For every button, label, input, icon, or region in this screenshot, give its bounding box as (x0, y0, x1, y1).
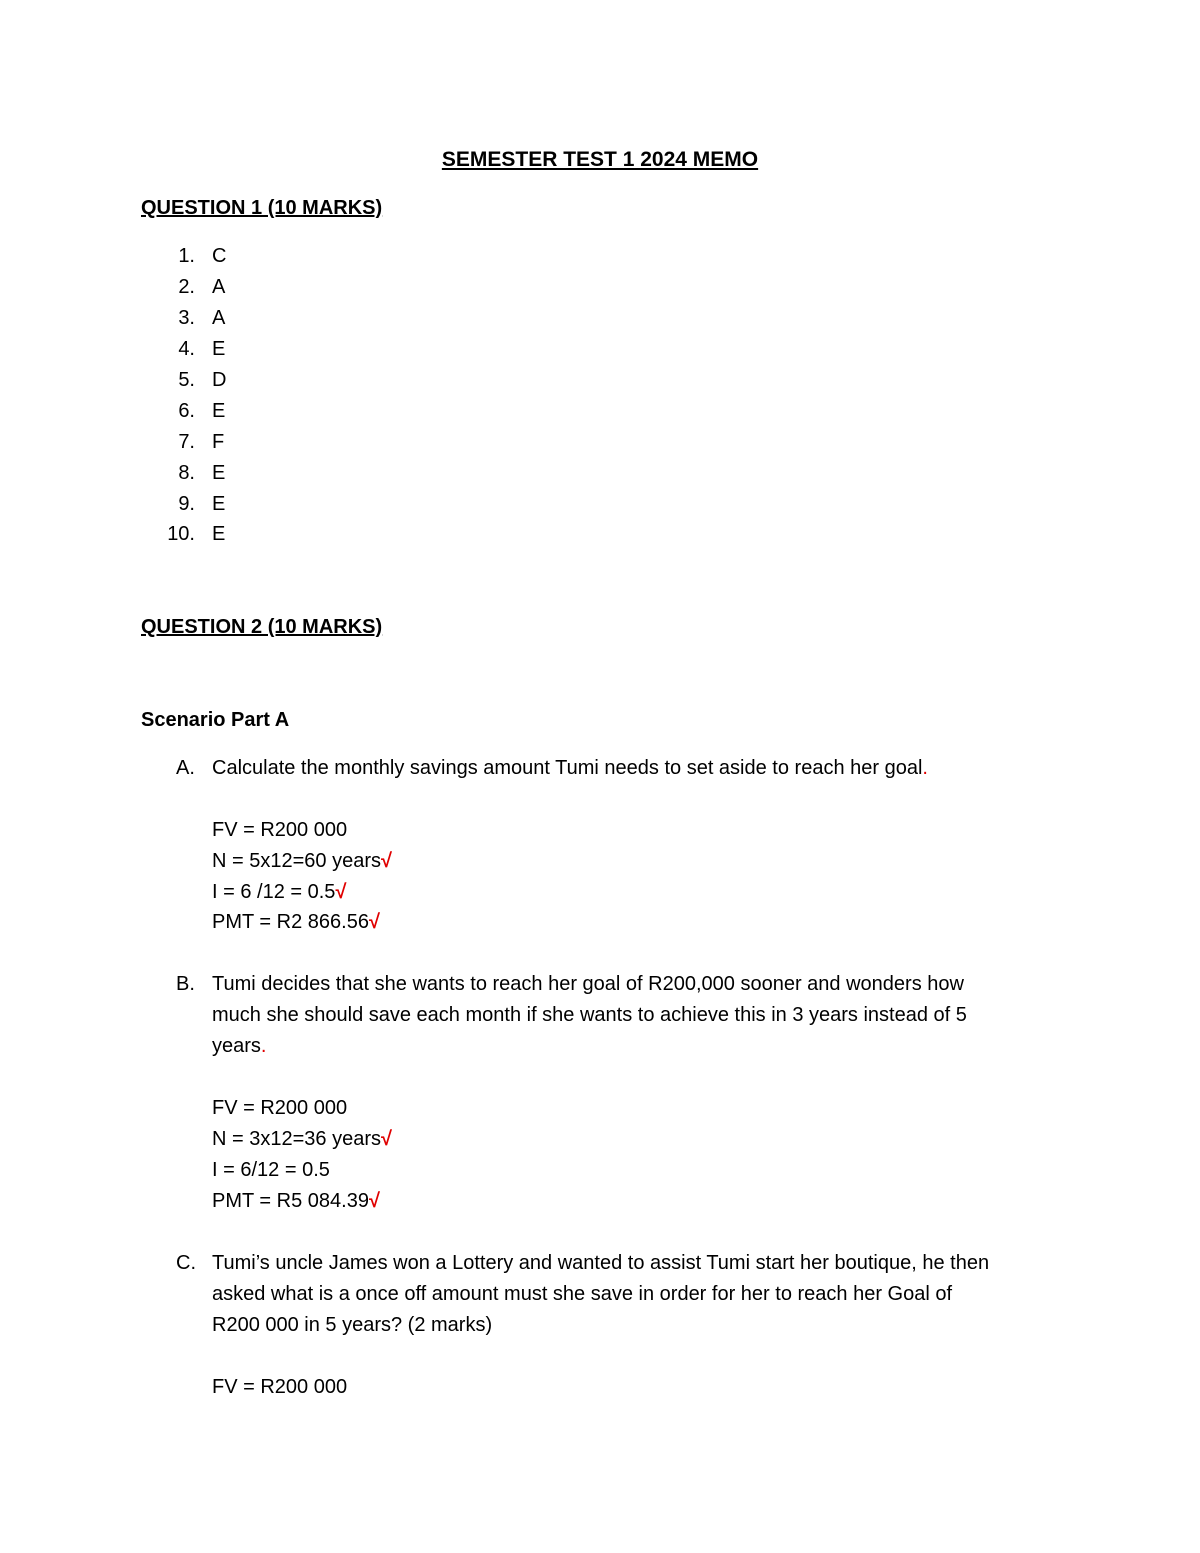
answer-letter: E (212, 338, 226, 360)
question1-heading: QUESTION 1 (10 MARKS) (141, 197, 383, 219)
tick-icon: √ (335, 881, 347, 903)
part-c-question-line2: asked what is a once off amount must she save in order for her to reach her Goal of (212, 1283, 953, 1305)
tick-icon: √ (368, 1190, 380, 1212)
part-b-n: N = 3x12=36 years√ (212, 1128, 392, 1150)
part-a-label: A. (176, 757, 195, 779)
part-b-question-line1: Tumi decides that she wants to reach her goal of R200,000 sooner and wonders how (212, 973, 964, 995)
part-b-label: B. (176, 973, 195, 995)
part-c-question-line3: R200 000 in 5 years? (2 marks) (212, 1314, 493, 1336)
answer-letter: E (212, 523, 226, 545)
tick-icon: √ (368, 911, 380, 933)
part-a-i: I = 6 /12 = 0.5√ (212, 881, 347, 903)
answer-letter: E (212, 493, 226, 515)
part-c-fv: FV = R200 000 (212, 1376, 348, 1398)
answer-letter: F (212, 431, 225, 453)
part-b-fv: FV = R200 000 (212, 1097, 348, 1119)
part-b-question-line3: years. (212, 1035, 267, 1057)
answer-number: 9. (178, 493, 195, 515)
answer-number: 8. (178, 462, 195, 484)
page-title: SEMESTER TEST 1 2024 MEMO (441, 148, 759, 171)
scenario-heading: Scenario Part A (141, 709, 290, 731)
part-c-question-line1: Tumi’s uncle James won a Lottery and wanted to assist Tumi start her boutique, he then (212, 1252, 990, 1274)
answer-letter: D (212, 369, 227, 391)
answer-number: 3. (178, 307, 195, 329)
answer-letter: E (212, 400, 226, 422)
part-a-n: N = 5x12=60 years√ (212, 850, 392, 872)
answer-letter: A (212, 307, 226, 329)
answer-number: 5. (178, 369, 195, 391)
answer-letter: C (212, 245, 227, 267)
answer-number: 1. (178, 245, 195, 267)
question2-heading: QUESTION 2 (10 MARKS) (141, 616, 383, 638)
answer-letter: E (212, 462, 226, 484)
part-b-pmt: PMT = R5 084.39√ (212, 1190, 380, 1212)
answer-number: 6. (178, 400, 195, 422)
part-b-question-line2: much she should save each month if she wants to achieve this in 3 years instead of 5 (212, 1004, 967, 1026)
answer-number: 10. (167, 523, 195, 545)
tick-icon: √ (381, 850, 392, 872)
answer-letter: A (212, 276, 226, 298)
answer-number: 2. (178, 276, 195, 298)
part-a-pmt: PMT = R2 866.56√ (212, 911, 380, 933)
part-b-i: I = 6/12 = 0.5 (212, 1159, 330, 1181)
answer-number: 7. (178, 431, 195, 453)
part-c-label: C. (176, 1252, 196, 1274)
answer-number: 4. (178, 338, 195, 360)
part-a-fv: FV = R200 000 (212, 819, 348, 841)
tick-icon: √ (381, 1128, 392, 1150)
part-a-question: Calculate the monthly savings amount Tumi needs to set aside to reach her goal. (212, 757, 928, 779)
